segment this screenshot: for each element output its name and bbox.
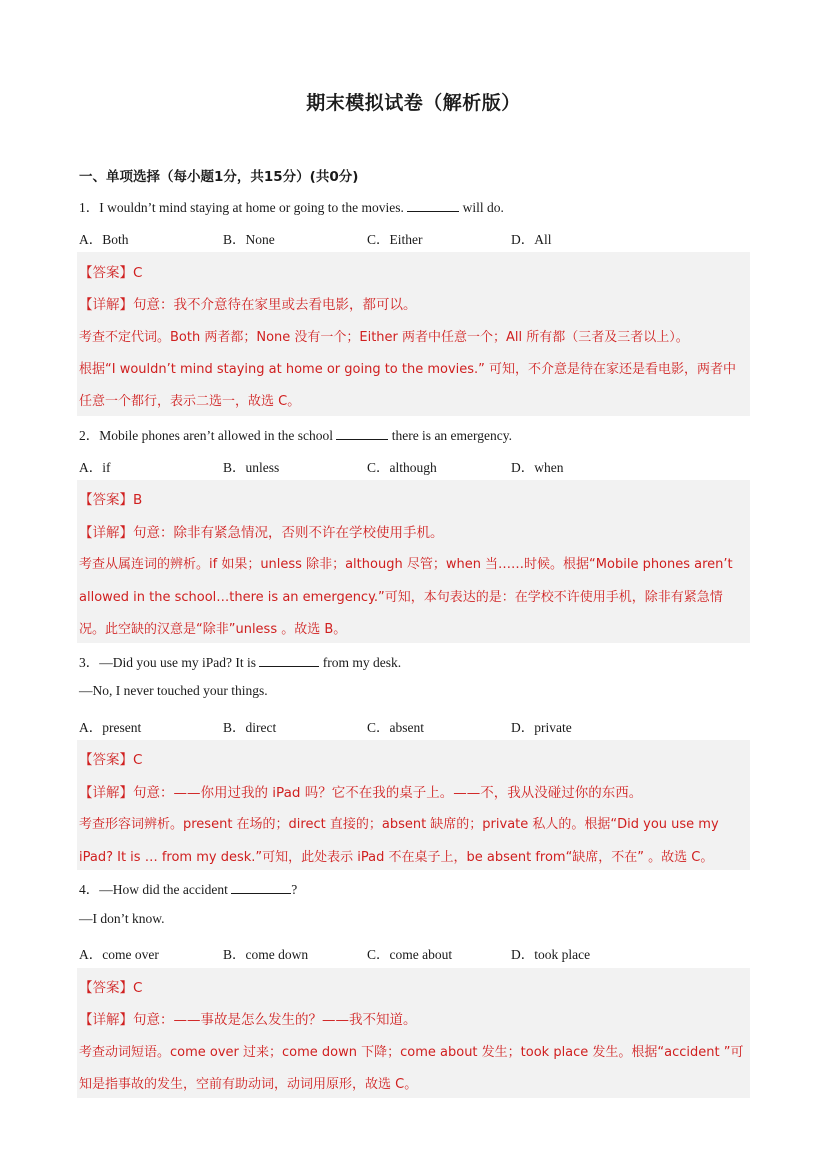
q1-analysis-line: 根据“I wouldn’t mind staying at home or going to the movies.” 可知，不介意是待在家还是看电影，两者中 bbox=[79, 362, 737, 377]
stem-part-1: 2．Mobile phones aren’t allowed in the school bbox=[79, 428, 337, 443]
answer-blank bbox=[407, 199, 459, 212]
question-4-reply: —I don’t know. bbox=[79, 911, 165, 926]
q4-detail: 【详解】句意：——事故是怎么发生的？——我不知道。 bbox=[79, 1012, 417, 1028]
q4-analysis-line: 知是指事故的发生，空前有助动词，动词用原形，故选 C。 bbox=[79, 1077, 418, 1092]
q2-analysis-line: 况。此空缺的汉意是“除非”unless 。故选 B。 bbox=[79, 622, 347, 637]
q1-answer: 【答案】C bbox=[79, 265, 143, 281]
q2-analysis-line: allowed in the school…there is an emergency.”可知，本句表达的是：在学校不许使用手机，除非有紧急情 bbox=[79, 590, 723, 605]
q4-analysis-line: 考查动词短语。come over 过来；come down 下降；come about 发生；took place 发生。根据“accident ”可 bbox=[79, 1045, 744, 1060]
q1-option-c: C．Either bbox=[367, 232, 423, 247]
q1-option-b: B．None bbox=[223, 232, 275, 247]
q4-option-b: B．come down bbox=[223, 947, 309, 962]
q2-analysis-line: 考查从属连词的辨析。if 如果；unless 除非；although 尽管；when 当……时候。根据“Mobile phones aren’t bbox=[79, 557, 733, 572]
q4-answer: 【答案】C bbox=[79, 980, 143, 996]
q2-option-a: A．if bbox=[79, 460, 111, 475]
section-title: 一、单项选择（每小题1分，共15分）(共0分) bbox=[79, 169, 359, 185]
stem-part-2: there is an emergency. bbox=[388, 428, 513, 443]
q1-analysis-line: 任意一个都行，表示二选一，故选 C。 bbox=[79, 394, 301, 409]
stem-part-1: 3．—Did you use my iPad? It is bbox=[79, 655, 260, 670]
answer-blank bbox=[336, 427, 388, 440]
question-3-stem bbox=[79, 651, 401, 671]
q2-option-d: D．when bbox=[511, 460, 564, 475]
q3-option-a: A．present bbox=[79, 720, 142, 735]
stem-part-1: 1．I wouldn’t mind staying at home or going to the movies. bbox=[79, 200, 408, 215]
q4-option-a: A．come over bbox=[79, 947, 159, 962]
q3-answer: 【答案】C bbox=[79, 752, 143, 768]
q3-analysis-line: iPad? It is … from my desk.”可知，此处表示 iPad 不在桌子上，be absent from“缺席，不在” 。故选 C。 bbox=[79, 850, 714, 865]
q1-detail: 【详解】句意：我不介意待在家里或去看电影，都可以。 bbox=[79, 297, 417, 313]
stem-part-2: ? bbox=[291, 882, 298, 897]
q2-option-c: C．although bbox=[367, 460, 437, 475]
q4-option-c: C．come about bbox=[367, 947, 453, 962]
q3-analysis-line: 考查形容词辨析。present 在场的；direct 直接的；absent 缺席的；private 私人的。根据“Did you use my bbox=[79, 817, 719, 832]
page-title: 期末模拟试卷（解析版） bbox=[306, 92, 521, 114]
stem-part-2: will do. bbox=[459, 200, 504, 215]
q1-option-a: A．Both bbox=[79, 232, 129, 247]
q3-option-d: D．private bbox=[511, 720, 572, 735]
q3-option-b: B．direct bbox=[223, 720, 277, 735]
question-1-stem bbox=[79, 196, 504, 216]
q3-detail: 【详解】句意：——你用过我的 iPad 吗？它不在我的桌子上。——不，我从没碰过你的东西。 bbox=[79, 785, 643, 801]
question-4-stem bbox=[79, 878, 297, 898]
answer-blank bbox=[259, 654, 319, 667]
q2-answer: 【答案】B bbox=[79, 492, 143, 508]
question-2-stem bbox=[79, 424, 512, 444]
question-3-reply: —No, I never touched your things. bbox=[79, 683, 268, 698]
stem-part-2: from my desk. bbox=[319, 655, 402, 670]
q4-option-d: D．took place bbox=[511, 947, 591, 962]
q1-analysis-line: 考查不定代词。Both 两者都；None 没有一个；Either 两者中任意一个；All 所有都（三者及三者以上）。 bbox=[79, 330, 689, 345]
answer-blank bbox=[231, 881, 291, 894]
q2-option-b: B．unless bbox=[223, 460, 280, 475]
q1-option-d: D．All bbox=[511, 232, 552, 247]
stem-part-1: 4．—How did the accident bbox=[79, 882, 232, 897]
q3-option-c: C．absent bbox=[367, 720, 424, 735]
q2-detail: 【详解】句意：除非有紧急情况，否则不许在学校使用手机。 bbox=[79, 525, 444, 541]
